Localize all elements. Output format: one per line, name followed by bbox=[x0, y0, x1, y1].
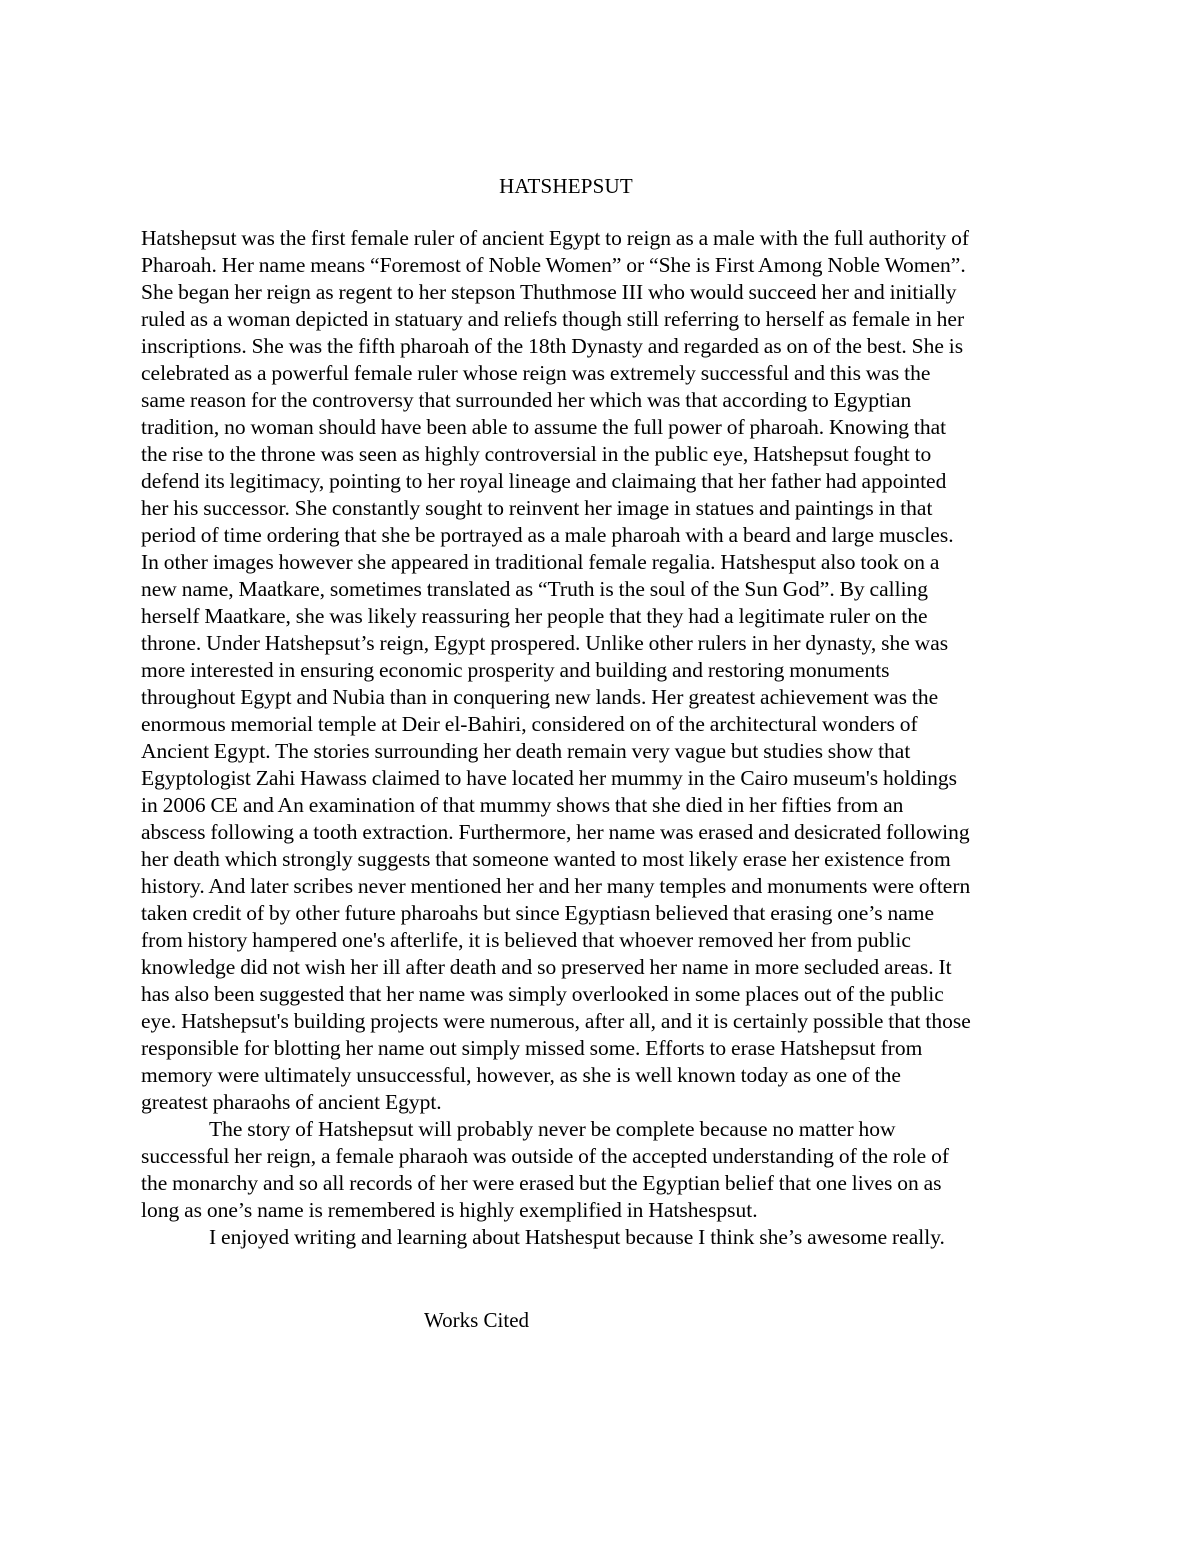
text-line: ruled as a woman depicted in statuary and reliefs though still referring to herself as female in her bbox=[141, 307, 965, 331]
text-line: Hatshepsut was the first female ruler of ancient Egypt to reign as a male with the full authority of bbox=[141, 226, 970, 250]
works-cited-heading: Works Cited bbox=[424, 1308, 530, 1332]
text-line: taken credit of by other future pharoahs but since Egyptiasn believed that erasing one’s name bbox=[141, 901, 935, 925]
text-line: more interested in ensuring economic prosperity and building and restoring monuments bbox=[141, 658, 890, 682]
text-line: enormous memorial temple at Deir el-Bahiri, considered on of the architectural wonders of bbox=[141, 712, 918, 736]
paragraph bbox=[141, 225, 1071, 1116]
text-line: responsible for blotting her name out simply missed some. Efforts to erase Hatshepsut from bbox=[141, 1036, 923, 1060]
text-line: same reason for the controversy that surrounded her which was that according to Egyptian bbox=[141, 388, 912, 412]
text-line: inscriptions. She was the fifth pharoah of the 18th Dynasty and regarded as on of the best. She is bbox=[141, 334, 964, 358]
paragraph bbox=[141, 1224, 1071, 1251]
text-line: celebrated as a powerful female ruler whose reign was extremely successful and this was the bbox=[141, 361, 931, 385]
text-line: new name, Maatkare, sometimes translated as “Truth is the soul of the Sun God”. By calling bbox=[141, 577, 929, 601]
text-line: tradition, no woman should have been able to assume the full power of pharoah. Knowing that bbox=[141, 415, 947, 439]
text-line: Pharoah. Her name means “Foremost of Noble Women” or “She is First Among Noble Women”. bbox=[141, 253, 966, 277]
text-line: Ancient Egypt. The stories surrounding her death remain very vague but studies show that bbox=[141, 739, 911, 763]
text-line: The story of Hatshepsut will probably never be complete because no matter how bbox=[209, 1117, 896, 1141]
text-line: abscess following a tooth extraction. Furthermore, her name was erased and desicrated following bbox=[141, 820, 970, 844]
text-line: period of time ordering that she be portrayed as a male pharoah with a beard and large muscles. bbox=[141, 523, 954, 547]
text-line: in 2006 CE and An examination of that mummy shows that she died in her fifties from an bbox=[141, 793, 904, 817]
text-line: eye. Hatshepsut's building projects were numerous, after all, and it is certainly possible that those bbox=[141, 1009, 971, 1033]
text-line: history. And later scribes never mentioned her and her many temples and monuments were oftern bbox=[141, 874, 971, 898]
text-line: greatest pharaohs of ancient Egypt. bbox=[141, 1090, 442, 1114]
text-line: long as one’s name is remembered is highly exemplified in Hatshespsut. bbox=[141, 1198, 758, 1222]
text-line: I enjoyed writing and learning about Hatshesput because I think she’s awesome really. bbox=[209, 1225, 945, 1249]
text-line: her his successor. She constantly sought to reinvent her image in statues and paintings in that bbox=[141, 496, 933, 520]
text-line: knowledge did not wish her ill after death and so preserved her name in more secluded areas. It bbox=[141, 955, 952, 979]
text-line: herself Maatkare, she was likely reassuring her people that they had a legitimate ruler on the bbox=[141, 604, 928, 628]
text-line: has also been suggested that her name was simply overlooked in some places out of the public bbox=[141, 982, 944, 1006]
text-line: the rise to the throne was seen as highly controversial in the public eye, Hatshepsut fought to bbox=[141, 442, 932, 466]
text-line: Egyptologist Zahi Hawass claimed to have located her mummy in the Cairo museum's holdings bbox=[141, 766, 958, 790]
text-line: throne. Under Hatshepsut’s reign, Egypt prospered. Unlike other rulers in her dynasty, she was bbox=[141, 631, 949, 655]
document-title: HATSHEPSUT bbox=[499, 174, 633, 198]
text-line: In other images however she appeared in traditional female regalia. Hatshesput also took on a bbox=[141, 550, 940, 574]
document-body bbox=[141, 225, 1071, 1251]
text-line: memory were ultimately unsuccessful, however, as she is well known today as one of the bbox=[141, 1063, 901, 1087]
text-line: successful her reign, a female pharaoh was outside of the accepted understanding of the role of bbox=[141, 1144, 949, 1168]
text-line: her death which strongly suggests that someone wanted to most likely erase her existence from bbox=[141, 847, 951, 871]
text-line: throughout Egypt and Nubia than in conquering new lands. Her greatest achievement was the bbox=[141, 685, 939, 709]
text-line: She began her reign as regent to her stepson Thuthmose III who would succeed her and initially bbox=[141, 280, 957, 304]
text-line: from history hampered one's afterlife, it is believed that whoever removed her from public bbox=[141, 928, 911, 952]
text-line: the monarchy and so all records of her were erased but the Egyptian belief that one lives on as bbox=[141, 1171, 942, 1195]
text-line: defend its legitimacy, pointing to her royal lineage and claimaing that her father had appointed bbox=[141, 469, 947, 493]
paragraph bbox=[141, 1116, 1071, 1224]
